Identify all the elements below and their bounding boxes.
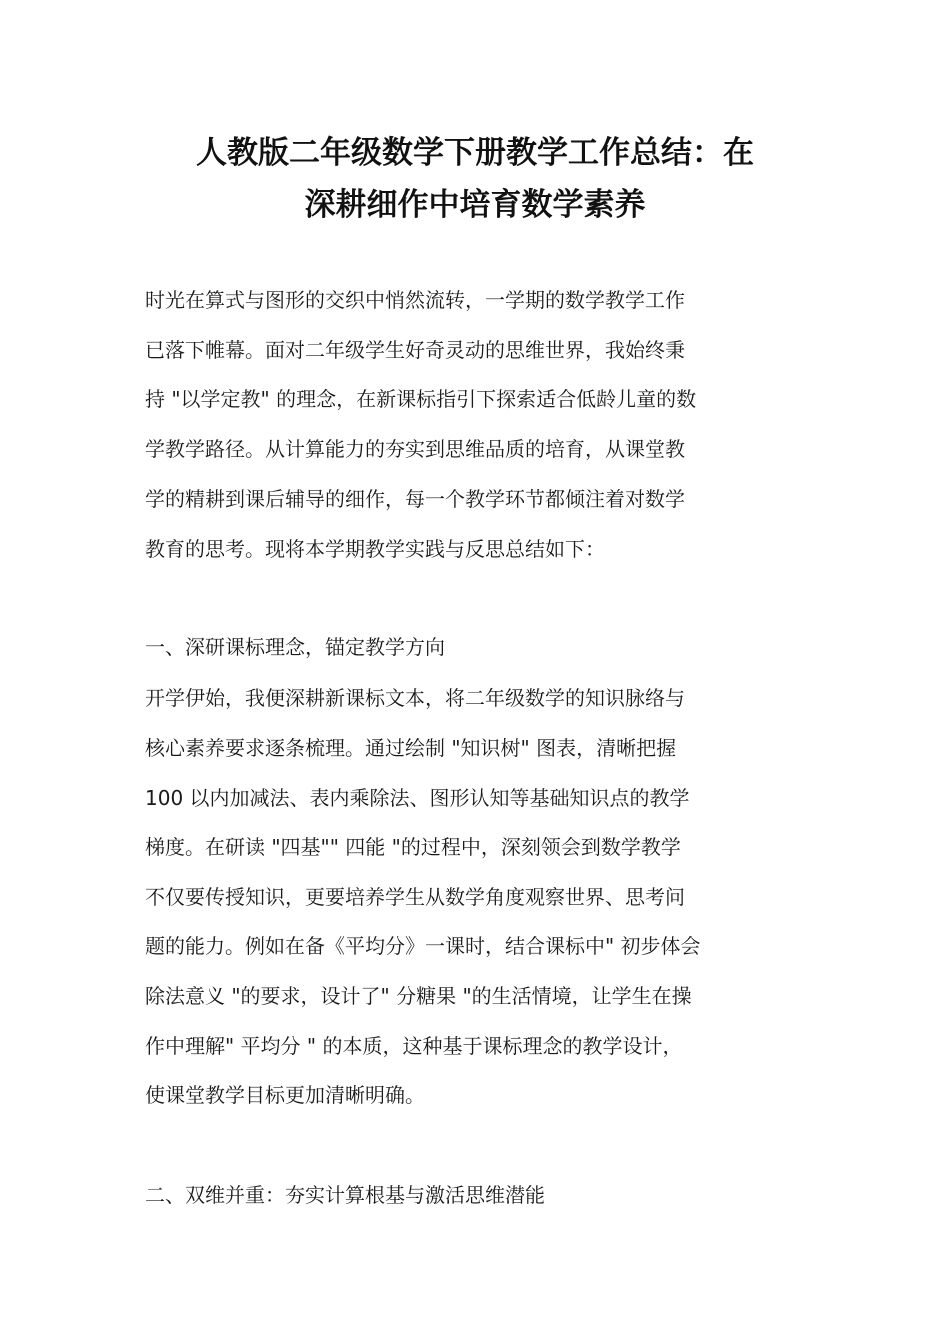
section-1-line: 作中理解" 平均分 " 的本质，这种基于课标理念的教学设计， [145, 1034, 683, 1058]
document-title-line-2: 深耕细作中培育数学素养 [304, 187, 646, 223]
section-1-line: 核心素养要求逐条梳理。通过绘制 "知识树" 图表，清晰把握 [145, 736, 677, 760]
section-1-line: 100 以内加减法、表内乘除法、图形认知等基础知识点的教学 [145, 786, 690, 810]
intro-line: 已落下帷幕。面对二年级学生好奇灵动的思维世界，我始终秉 [145, 338, 685, 362]
section-2-heading: 二、双维并重：夯实计算根基与激活思维潜能 [145, 1183, 545, 1207]
intro-line: 时光在算式与图形的交织中悄然流转，一学期的数学教学工作 [145, 288, 685, 312]
intro-line: 学教学路径。从计算能力的夯实到思维品质的培育，从课堂教 [145, 437, 685, 461]
section-1-line: 除法意义 "的要求，设计了" 分糖果 "的生活情境，让学生在操 [145, 984, 692, 1008]
section-1-line: 开学伊始，我便深耕新课标文本，将二年级数学的知识脉络与 [145, 686, 685, 710]
intro-line: 教育的思考。现将本学期教学实践与反思总结如下： [145, 537, 605, 561]
intro-line: 学的精耕到课后辅导的细作，每一个教学环节都倾注着对数学 [145, 487, 685, 511]
section-1-line: 题的能力。例如在备《平均分》一课时，结合课标中" 初步体会 [145, 934, 701, 958]
section-1-line: 不仅要传授知识，更要培养学生从数学角度观察世界、思考问 [145, 885, 685, 909]
section-1-line: 梯度。在研读 "四基"" 四能 "的过程中，深刻领会到数学教学 [145, 835, 681, 859]
document-title-line-1: 人教版二年级数学下册教学工作总结：在 [196, 135, 754, 171]
intro-line: 持 "以学定教" 的理念，在新课标指引下探索适合低龄儿童的数 [145, 387, 697, 411]
section-1-line: 使课堂教学目标更加清晰明确。 [145, 1083, 425, 1107]
section-1-heading: 一、深研课标理念，锚定教学方向 [145, 635, 445, 659]
